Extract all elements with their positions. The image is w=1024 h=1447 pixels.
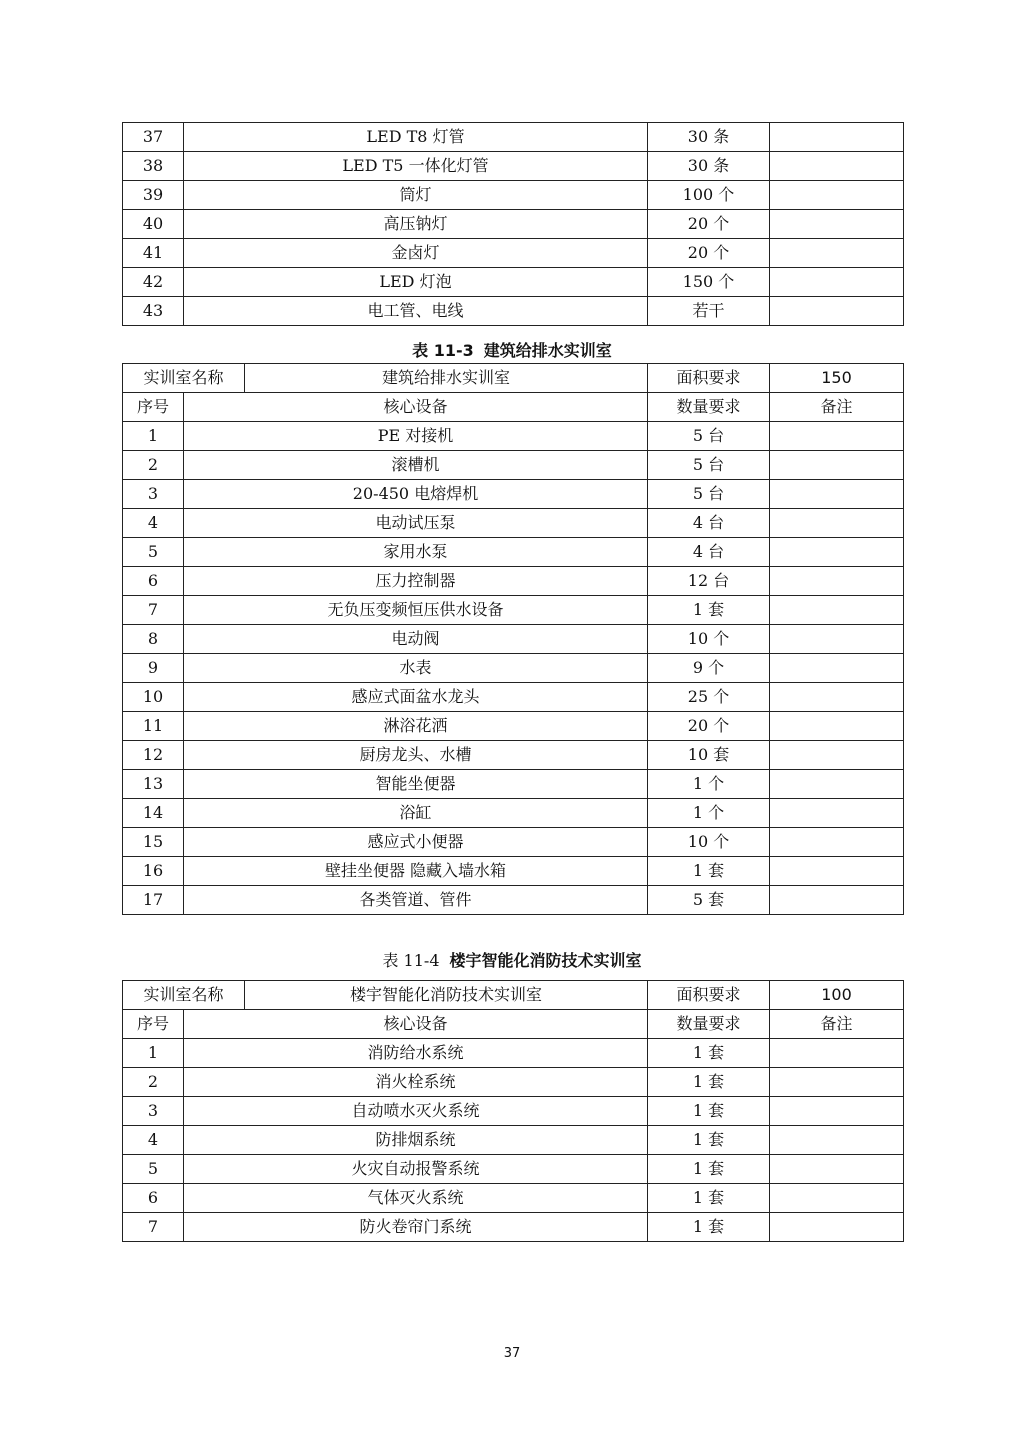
table-caption-11-3 xyxy=(0,341,1024,361)
cell-no: 3 xyxy=(123,1097,184,1126)
room-name-label: 实训室名称 xyxy=(123,981,245,1010)
cell-note xyxy=(770,480,904,509)
cell-item: 金卤灯 xyxy=(184,239,648,268)
cell-note xyxy=(770,451,904,480)
cell-qty: 5 套 xyxy=(648,886,770,915)
cell-note xyxy=(770,654,904,683)
table-body xyxy=(123,981,904,1039)
cell-qty: 20 个 xyxy=(648,712,770,741)
cell-qty: 5 台 xyxy=(648,451,770,480)
cell-qty: 1 套 xyxy=(648,857,770,886)
cell-item: 浴缸 xyxy=(184,799,648,828)
table-row xyxy=(123,268,904,297)
cell-item: 消火栓系统 xyxy=(184,1068,648,1097)
header-item: 核心设备 xyxy=(184,1010,648,1039)
cell-item: 淋浴花洒 xyxy=(184,712,648,741)
header-note: 备注 xyxy=(770,393,904,422)
cell-qty: 若干 xyxy=(648,297,770,326)
cell-item: 20-450 电熔焊机 xyxy=(184,480,648,509)
table-body xyxy=(123,364,904,422)
cell-no: 10 xyxy=(123,683,184,712)
cell-note xyxy=(770,886,904,915)
cell-qty: 1 套 xyxy=(648,1184,770,1213)
column-header-row xyxy=(123,393,904,422)
cell-item: LED T8 灯管 xyxy=(184,123,648,152)
cell-no: 7 xyxy=(123,1213,184,1242)
cell-qty: 1 套 xyxy=(648,1213,770,1242)
column-header-row xyxy=(123,1010,904,1039)
cell-note xyxy=(770,422,904,451)
header-qty: 数量要求 xyxy=(648,393,770,422)
table-row xyxy=(123,451,904,480)
cell-note xyxy=(770,1213,904,1242)
cell-item: 气体灭火系统 xyxy=(184,1184,648,1213)
cell-qty: 1 套 xyxy=(648,596,770,625)
equipment-table-continued xyxy=(122,122,904,326)
room-name-label: 实训室名称 xyxy=(123,364,245,393)
cell-note xyxy=(770,538,904,567)
header-note: 备注 xyxy=(770,1010,904,1039)
cell-no: 8 xyxy=(123,625,184,654)
cell-note xyxy=(770,683,904,712)
cell-item: 火灾自动报警系统 xyxy=(184,1155,648,1184)
cell-no: 2 xyxy=(123,1068,184,1097)
cell-note xyxy=(770,1097,904,1126)
area-value: 150 xyxy=(770,364,904,393)
cell-note xyxy=(770,596,904,625)
table-row xyxy=(123,683,904,712)
table-caption-11-4 xyxy=(0,951,1024,971)
cell-qty: 1 套 xyxy=(648,1039,770,1068)
cell-no: 16 xyxy=(123,857,184,886)
table-row xyxy=(123,567,904,596)
cell-no: 15 xyxy=(123,828,184,857)
cell-item: LED 灯泡 xyxy=(184,268,648,297)
cell-note xyxy=(770,770,904,799)
cell-item: 感应式面盆水龙头 xyxy=(184,683,648,712)
cell-note xyxy=(770,123,904,152)
cell-qty: 30 条 xyxy=(648,123,770,152)
cell-no: 1 xyxy=(123,422,184,451)
table-row xyxy=(123,654,904,683)
cell-item: 无负压变频恒压供水设备 xyxy=(184,596,648,625)
table-row xyxy=(123,297,904,326)
cell-note xyxy=(770,857,904,886)
cell-no: 42 xyxy=(123,268,184,297)
table-rows xyxy=(123,422,904,915)
cell-qty: 1 个 xyxy=(648,770,770,799)
cell-item: 水表 xyxy=(184,654,648,683)
table-row xyxy=(123,799,904,828)
cell-note xyxy=(770,297,904,326)
cell-item: PE 对接机 xyxy=(184,422,648,451)
cell-note xyxy=(770,712,904,741)
cell-qty: 10 套 xyxy=(648,741,770,770)
table-row xyxy=(123,886,904,915)
table-row xyxy=(123,538,904,567)
table-row xyxy=(123,596,904,625)
cell-item: 电工管、电线 xyxy=(184,297,648,326)
cell-item: 感应式小便器 xyxy=(184,828,648,857)
table-row xyxy=(123,210,904,239)
table-row xyxy=(123,1213,904,1242)
area-label: 面积要求 xyxy=(648,364,770,393)
cell-qty: 1 套 xyxy=(648,1126,770,1155)
cell-qty: 1 个 xyxy=(648,799,770,828)
cell-note xyxy=(770,1155,904,1184)
room-info-row xyxy=(123,981,904,1010)
cell-qty: 12 台 xyxy=(648,567,770,596)
table-row xyxy=(123,1184,904,1213)
cell-no: 1 xyxy=(123,1039,184,1068)
table-row xyxy=(123,828,904,857)
table-row xyxy=(123,152,904,181)
cell-item: 各类管道、管件 xyxy=(184,886,648,915)
table-row xyxy=(123,625,904,654)
cell-note xyxy=(770,1039,904,1068)
cell-no: 37 xyxy=(123,123,184,152)
cell-no: 11 xyxy=(123,712,184,741)
cell-item: 滚槽机 xyxy=(184,451,648,480)
cell-no: 43 xyxy=(123,297,184,326)
cell-note xyxy=(770,1126,904,1155)
cell-qty: 20 个 xyxy=(648,210,770,239)
table-row xyxy=(123,239,904,268)
cell-note xyxy=(770,268,904,297)
cell-qty: 30 条 xyxy=(648,152,770,181)
cell-no: 4 xyxy=(123,509,184,538)
caption-number: 表 11-4 xyxy=(382,951,440,970)
equipment-table-11-3 xyxy=(122,363,904,915)
cell-note xyxy=(770,152,904,181)
table-row xyxy=(123,480,904,509)
cell-item: 自动喷水灭火系统 xyxy=(184,1097,648,1126)
area-value: 100 xyxy=(770,981,904,1010)
cell-item: 厨房龙头、水槽 xyxy=(184,741,648,770)
cell-item: 防排烟系统 xyxy=(184,1126,648,1155)
cell-qty: 150 个 xyxy=(648,268,770,297)
table-row xyxy=(123,1068,904,1097)
cell-qty: 100 个 xyxy=(648,181,770,210)
header-qty: 数量要求 xyxy=(648,1010,770,1039)
cell-qty: 25 个 xyxy=(648,683,770,712)
cell-item: 压力控制器 xyxy=(184,567,648,596)
area-label: 面积要求 xyxy=(648,981,770,1010)
cell-no: 40 xyxy=(123,210,184,239)
caption-title: 楼宇智能化消防技术实训室 xyxy=(449,951,642,970)
cell-qty: 9 个 xyxy=(648,654,770,683)
cell-no: 4 xyxy=(123,1126,184,1155)
cell-qty: 4 台 xyxy=(648,509,770,538)
header-no: 序号 xyxy=(123,1010,184,1039)
cell-item: 筒灯 xyxy=(184,181,648,210)
caption-number: 表 11-3 xyxy=(412,341,474,360)
room-name-value: 建筑给排水实训室 xyxy=(245,364,648,393)
table-row xyxy=(123,1155,904,1184)
cell-note xyxy=(770,567,904,596)
cell-note xyxy=(770,239,904,268)
cell-qty: 5 台 xyxy=(648,480,770,509)
cell-no: 39 xyxy=(123,181,184,210)
cell-no: 38 xyxy=(123,152,184,181)
cell-note xyxy=(770,741,904,770)
cell-no: 5 xyxy=(123,1155,184,1184)
table-row xyxy=(123,857,904,886)
table-row xyxy=(123,1126,904,1155)
cell-no: 3 xyxy=(123,480,184,509)
cell-note xyxy=(770,210,904,239)
header-item: 核心设备 xyxy=(184,393,648,422)
table-row xyxy=(123,181,904,210)
room-info-row xyxy=(123,364,904,393)
cell-note xyxy=(770,181,904,210)
cell-item: 壁挂坐便器 隐藏入墙水箱 xyxy=(184,857,648,886)
cell-item: 智能坐便器 xyxy=(184,770,648,799)
cell-qty: 20 个 xyxy=(648,239,770,268)
cell-no: 5 xyxy=(123,538,184,567)
header-no: 序号 xyxy=(123,393,184,422)
cell-item: 电动阀 xyxy=(184,625,648,654)
table-row xyxy=(123,741,904,770)
cell-note xyxy=(770,1184,904,1213)
table-row xyxy=(123,509,904,538)
cell-qty: 1 套 xyxy=(648,1068,770,1097)
cell-note xyxy=(770,799,904,828)
cell-no: 6 xyxy=(123,567,184,596)
caption-title: 建筑给排水实训室 xyxy=(483,341,612,360)
table-row xyxy=(123,1097,904,1126)
page-number: 37 xyxy=(503,1346,521,1361)
cell-no: 13 xyxy=(123,770,184,799)
cell-note xyxy=(770,1068,904,1097)
cell-no: 6 xyxy=(123,1184,184,1213)
table-row xyxy=(123,712,904,741)
cell-qty: 10 个 xyxy=(648,828,770,857)
table-rows xyxy=(123,1039,904,1242)
cell-no: 12 xyxy=(123,741,184,770)
cell-item: 家用水泵 xyxy=(184,538,648,567)
cell-item: 高压钠灯 xyxy=(184,210,648,239)
cell-no: 41 xyxy=(123,239,184,268)
cell-no: 9 xyxy=(123,654,184,683)
cell-qty: 5 台 xyxy=(648,422,770,451)
table-row xyxy=(123,123,904,152)
cell-item: 电动试压泵 xyxy=(184,509,648,538)
cell-no: 17 xyxy=(123,886,184,915)
room-name-value: 楼宇智能化消防技术实训室 xyxy=(245,981,648,1010)
cell-note xyxy=(770,625,904,654)
table-row xyxy=(123,770,904,799)
table-row xyxy=(123,1039,904,1068)
cell-qty: 1 套 xyxy=(648,1155,770,1184)
cell-item: LED T5 一体化灯管 xyxy=(184,152,648,181)
equipment-table-11-4 xyxy=(122,980,904,1242)
table-row xyxy=(123,422,904,451)
cell-qty: 1 套 xyxy=(648,1097,770,1126)
cell-note xyxy=(770,828,904,857)
cell-item: 防火卷帘门系统 xyxy=(184,1213,648,1242)
table-body xyxy=(123,123,904,326)
cell-no: 14 xyxy=(123,799,184,828)
cell-no: 2 xyxy=(123,451,184,480)
cell-note xyxy=(770,509,904,538)
cell-qty: 4 台 xyxy=(648,538,770,567)
cell-item: 消防给水系统 xyxy=(184,1039,648,1068)
cell-qty: 10 个 xyxy=(648,625,770,654)
cell-no: 7 xyxy=(123,596,184,625)
